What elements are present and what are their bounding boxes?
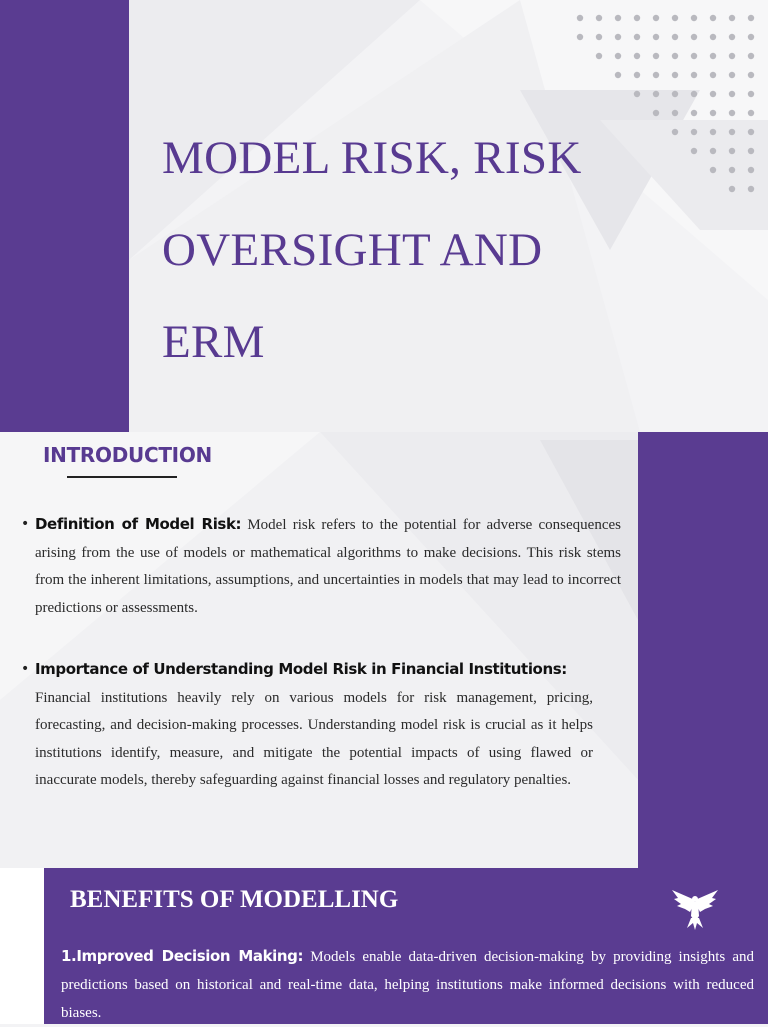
- dot: [634, 72, 640, 78]
- dot: [710, 110, 716, 116]
- bullet-text: Model risk refers to the potential for adverse consequences arising from the use of models or mathematical algorithms to make decisions. This risk stems from the inherent limitations, assumptions, and uncertainties in models that may lead to incorrect predictions or assessments.: [35, 517, 621, 616]
- dot: [729, 129, 735, 135]
- dot: [615, 34, 621, 40]
- dot: [615, 15, 621, 21]
- dot: [748, 15, 754, 21]
- dot: [729, 186, 735, 192]
- dot: [596, 15, 602, 21]
- dot: [691, 91, 697, 97]
- dot: [672, 129, 678, 135]
- dot: [748, 91, 754, 97]
- dot: [634, 15, 640, 21]
- dot: [729, 15, 735, 21]
- dot: [710, 15, 716, 21]
- dot: [748, 148, 754, 154]
- bullet-dot-icon: •: [21, 661, 30, 677]
- dot: [748, 72, 754, 78]
- right-accent-bar: [638, 432, 768, 868]
- dot: [653, 110, 659, 116]
- dot: [691, 110, 697, 116]
- dot: [710, 53, 716, 59]
- dot: [729, 72, 735, 78]
- dot: [672, 34, 678, 40]
- dot: [634, 91, 640, 97]
- dot: [748, 186, 754, 192]
- dot: [710, 148, 716, 154]
- introduction-heading: INTRODUCTION: [43, 443, 212, 467]
- dot: [729, 91, 735, 97]
- benefit-item-improved-decision-making: [61, 942, 754, 1027]
- dot: [748, 110, 754, 116]
- benefits-section: [44, 868, 768, 1024]
- dot: [691, 53, 697, 59]
- dot: [748, 34, 754, 40]
- heading-underline: [67, 476, 177, 478]
- dot: [672, 110, 678, 116]
- dot: [729, 53, 735, 59]
- dot: [691, 15, 697, 21]
- dot: [653, 91, 659, 97]
- dot: [596, 34, 602, 40]
- dot: [729, 148, 735, 154]
- dot: [653, 34, 659, 40]
- benefit-label: 1.Improved Decision Making:: [61, 947, 304, 965]
- dot: [729, 34, 735, 40]
- dot: [615, 53, 621, 59]
- bullet-label: Definition of Model Risk:: [35, 515, 242, 533]
- dot: [653, 53, 659, 59]
- dot: [710, 167, 716, 173]
- dot: [653, 72, 659, 78]
- dot: [729, 110, 735, 116]
- dot: [577, 34, 583, 40]
- dot: [672, 91, 678, 97]
- page-title: MODEL RISK, RISK OVERSIGHT AND ERM: [162, 132, 582, 368]
- dot: [672, 72, 678, 78]
- benefit-text: Models enable data-driven decision-making by providing insights and predictions based on historical and real-time data, helping institutions make informed decisions with reduced biases.: [61, 949, 754, 1021]
- dot: [672, 15, 678, 21]
- bullet-importance-of-model-risk: [21, 656, 593, 795]
- dot: [691, 72, 697, 78]
- dot: [710, 91, 716, 97]
- dot: [615, 72, 621, 78]
- bullet-dot-icon: •: [21, 516, 30, 532]
- dot: [691, 34, 697, 40]
- bullet-text: Financial institutions heavily rely on various models for risk management, pricing, forecasting, and decision-making processes. Understanding model risk is crucial as it helps institutions identify, measure, and mitigate the potential impacts of using flawed or inaccurate models, thereby safeguarding against financial losses and regulatory penalties.: [35, 689, 593, 788]
- left-accent-bar: [0, 0, 129, 432]
- dot: [710, 129, 716, 135]
- dot: [653, 15, 659, 21]
- dot: [710, 34, 716, 40]
- dot: [672, 53, 678, 59]
- dot: [634, 53, 640, 59]
- dot: [634, 34, 640, 40]
- dot: [748, 167, 754, 173]
- dot: [596, 53, 602, 59]
- dot: [729, 167, 735, 173]
- bullet-label: Importance of Understanding Model Risk in Financial Institutions:: [35, 660, 567, 678]
- eagle-logo-icon: [670, 886, 720, 932]
- dot: [710, 72, 716, 78]
- bullet-definition-of-model-risk: [21, 511, 621, 622]
- dot: [748, 53, 754, 59]
- benefits-heading: BENEFITS OF MODELLING: [70, 886, 399, 913]
- dot: [691, 148, 697, 154]
- dot: [748, 129, 754, 135]
- dot: [691, 129, 697, 135]
- dot: [577, 15, 583, 21]
